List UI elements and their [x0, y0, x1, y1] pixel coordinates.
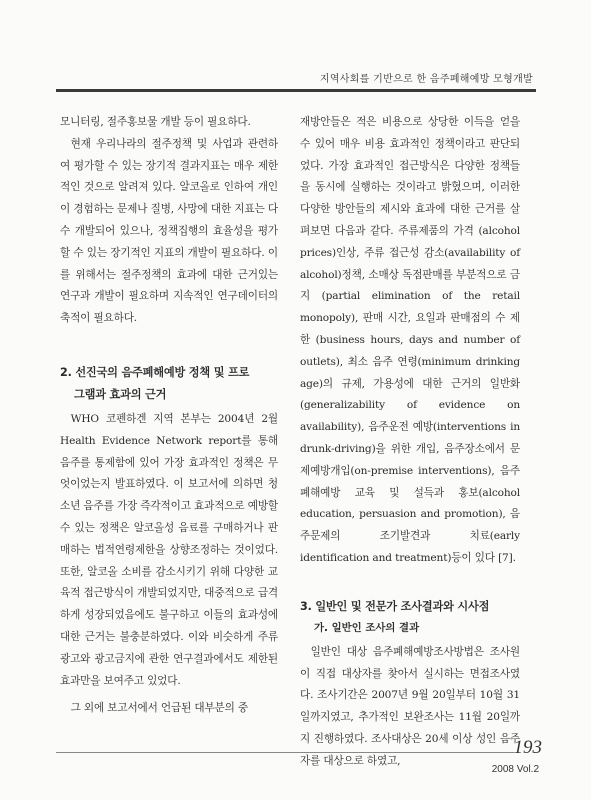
section-2-heading-line-2: 그램과 효과의 근거 [74, 387, 167, 401]
subsection-a-heading: 가. 일반인 조사의 결과 [314, 621, 420, 634]
left-column [60, 112, 278, 720]
spacer [60, 330, 278, 362]
page-number: 193 [513, 737, 542, 758]
header-rule [56, 89, 536, 92]
right-paragraph-2: 일반인 대상 음주폐해예방조사방법은 조사원이 직접 대상자를 찾아서 실시하는 면접조사였다. 조사기간은 2007년 9월 20일부터 10월 31일까지였고, 추가적인 보완조사는 11월 20일까지 진행하였다. 조사대상은 20세 이상 성인 음주자를 대상으로 하였고, [300, 645, 520, 767]
left-paragraph-3: WHO 코펜하겐 지역 본부는 2004년 2월 Health Evidence Network report를 통해 음주를 통제함에 있어 가장 효과적인 정책은 무엇이었는지 발표하였다. 이 보고서에 의하면 청소년 음주를 가장 즉각적이고 효과적으로 예방할 수 있는 정책은 알코올성 음료를 구매하거나 판매하는 법적연령제한을 상향조정하는 것이었다. 또한, 알코올 소비를 감소시키기 위해 다양한 교육적 접근방식이 개발되었지만, 대중적으로 급격하게 성장되었음에도 불구하고 이들의 효과성에 대한 근거는 불충분하였다. 이와 비슷하게 주류광고와 광고금지에 관한 연구결과에서도 제한된 효과만을 보여주고 있었다. [60, 412, 278, 687]
right-column [300, 112, 520, 773]
running-header-title: 지역사회를 기반으로 한 음주폐해예방 모형개발 [319, 74, 533, 85]
spacer [300, 570, 520, 596]
left-paragraph-1: 모니터링, 절주홍보물 개발 등이 필요하다. [60, 116, 251, 128]
section-3-heading: 3. 일반인 및 전문가 조사결과와 시사점 [300, 599, 490, 613]
section-2-heading [60, 362, 278, 406]
right-paragraph-1: 재방안들은 적은 비용으로 상당한 이득을 얻을 수 있어 매우 비용 효과적인 정책이라고 판단되었다. 가장 효과적인 접근방식은 다양한 정책들을 동시에 실행하는 것이라고 밝혔으며, 이러한 다양한 방안들의 제시와 효과에 대한 근거를 살펴보면 다음과 같다. 주류제품의 가격 (alcohol prices)인상, 주류 접근성 감소(availability of alcohol)정책, 소매상 독점판매를 부분적으로 금지 (partial elimination of the retail monopoly), 판매 시간, 요일과 판매점의 수 제한 (business hours, days and number of outlets), 최소 음주 연령(minimum drinking age)의 규제, 가용성에 대한 근거의 일반화(generalizability of evidence on availability), 음주운전 예방(interventions in drunk-driving)을 위한 개입, 음주장소에서 문제예방개입(on-premise interventions), 음주폐해예방 교육 및 설득과 홍보(alcohol education, persuasion and promotion), 음주문제의 조기발견과 치료(early identification and treatment)등이 있다 [7]. [300, 116, 520, 564]
section-2-heading-line-1: 2. 선진국의 음주폐해예방 정책 및 프로 [60, 365, 250, 379]
journal-volume: 2008 Vol.2 [491, 764, 539, 775]
left-paragraph-2: 현재 우리나라의 절주정책 및 사업과 관련하여 평가할 수 있는 장기적 결과지표는 매우 제한적인 것으로 알려져 있다. 알코올로 인하여 개인이 경험하는 문제나 질병, 사망에 대한 지표는 다수 개발되어 있으나, 정책집행의 효율성을 평가할 수 있는 장기적인 지표의 개발이 필요하다. 이를 위해서는 절주정책의 효과에 대한 근거있는 연구과 개발이 필요하며 지속적인 연구데이터의 축적이 필요하다. [60, 137, 278, 325]
footer-rule [56, 752, 514, 753]
left-paragraph-4: 그 외에 보고서에서 언급된 대부분의 중 [70, 702, 249, 715]
